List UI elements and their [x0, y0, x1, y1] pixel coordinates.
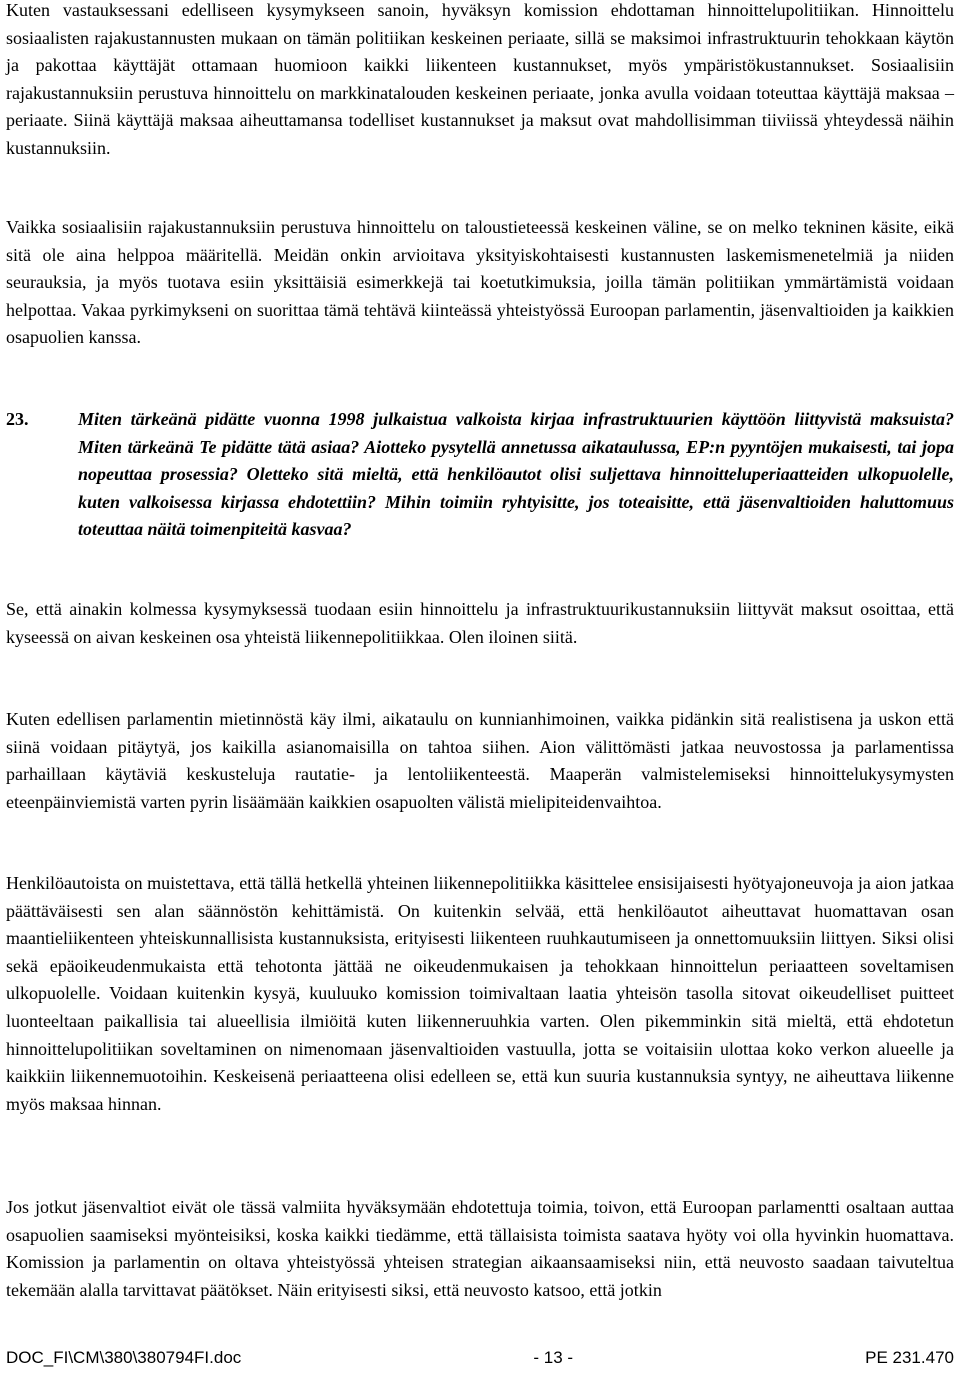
footer-pe-reference: PE 231.470 — [865, 1348, 954, 1367]
paragraph-6: Jos jotkut jäsenvaltiot eivät ole tässä valmiita hyväksymään ehdotettuja toimia, toivon, että Euroopan parlamentti osaltaan auttaa osapuolien saamiseksi myönteisiksi, koska kaikki tiedämme, että tällaisista toimista saatava hyöty voi olla hyvinkin huomattava. Komission ja parlamentin on oltava yhteistyössä yhteisen strategian aikaansaamiseksi niin, että neuvosto saadaan taivuteltua tekemään alalla tarvittavat päätökset. Näin erityisesti siksi, että neuvosto katsoo, että jotkin — [6, 1197, 954, 1300]
paragraph-1: Kuten vastauksessani edelliseen kysymykseen sanoin, hyväksyn komission ehdottaman hinnoittelupolitiikan. Hinnoittelu sosiaalisten rajakustannusten mukaan on tämän politiikan keskeinen periaate, sillä se maksimoi infrastruktuurin tehokkaan käytön ja pakottaa käyttäjät ottamaan huomioon kaikki liikenteen kustannukset, myös ympäristökustannukset. Sosiaalisiin rajakustannuksiin perustuva hinnoittelu on markkinatalouden keskeinen periaate, jonka avulla voidaan toteuttaa käyttäjä maksaa –periaate. Siinä käyttäjä maksaa aiheuttamansa todelliset kustannukset ja maksut ovat mahdollisimman tiiviissä yhteydessä näihin kustannuksiin. — [6, 0, 954, 158]
question-text: Miten tärkeänä pidätte vuonna 1998 julkaistua valkoista kirjaa infrastruktuurien käyttöön liittyvistä maksuista? Miten tärkeänä Te pidätte tätä asiaa? Aiotteko pysytellä annetussa aikataulussa, EP:n pyyntöjen mukaisesti, tai jopa nopeuttaa prosessia? Oletteko sitä mieltä, että henkilöautot olisi suljettava hinnoitteluperiaatteiden ulkopuolelle, kuten valkoisessa kirjassa ehdotettiin? Mihin toimiin ryhtyisitte, jos toteaisitte, että jäsenvaltioiden haluttomuus toteuttaa näitä toimenpiteitä kasvaa? — [78, 409, 954, 540]
footer-page-number: - 13 - — [533, 1348, 574, 1367]
page-footer — [6, 1346, 954, 1370]
question-number: 23. — [6, 409, 29, 429]
paragraph-5: Henkilöautoista on muistettava, että tällä hetkellä yhteinen liikennepolitiikka käsittelee ensisijaisesti hyötyajoneuvoja ja aion jatkaa päättäväisesti sen alan säännöstön kehittämistä. On kuitenkin selvää, että henkilöautot aiheuttavat huomattavan osan maantieliikenteen yhteiskunnallisista kustannuksista, erityisesti liikenteen ruuhkautumiseen ja onnettomuuksiin liittyen. Siksi olisi sekä epäoikeudenmukaista että tehotonta jättää ne oikeudenmukaisen ja tehokkaan hinnoittelun periaatteen soveltamisen ulkopuolelle. Voidaan kuitenkin kysyä, kuuluuko komission toimivaltaan laatia yhteisön tasolla sitovat oikeudelliset puitteet luonteeltaan paikallisia tai alueellisia ilmiöitä kuten liikenneruuhkia varten. Olen pikemminkin sitä mieltä, että ehdotetun hinnoittelupolitiikan soveltaminen on nimenomaan jäsenvaltioiden vastuulla, jotta se voitaisiin ulottaa koko verkon alueelle ja kaikkiin liikennemuotoihin. Keskeisenä periaatteena olisi edelleen se, että kun suuria kustannuksia syntyy, ne aiheuttava liikenne myös maksaa hinnan. — [6, 873, 954, 1114]
footer-doc-reference: DOC_FI\CM\380\380794FI.doc — [6, 1348, 242, 1367]
paragraph-4: Kuten edellisen parlamentin mietinnöstä käy ilmi, aikataulu on kunnianhimoinen, vaikka pidänkin sitä realistisena ja uskon että siinä voidaan pitäytyä, jos kaikilla asianomaisilla on tahtoa siihen. Aion välittömästi jatkaa neuvostossa ja parlamentissa parhaillaan käytäviä keskusteluja rautatie- ja lentoliikenteestä. Maaperän valmistelemiseksi hinnoittelukysymysten eteenpäinviemistä varten pyrin lisäämään kaikkien osapuolten välistä mielipiteidenvaihtoa. — [6, 709, 954, 812]
paragraph-3: Se, että ainakin kolmessa kysymyksessä tuodaan esiin hinnoittelu ja infrastruktuurikustannuksiin liittyvät maksut osoittaa, että kyseessä on aivan keskeinen osa yhteistä liikennepolitiikkaa. Olen iloinen siitä. — [6, 599, 954, 647]
question-block — [6, 406, 954, 544]
paragraph-2: Vaikka sosiaalisiin rajakustannuksiin perustuva hinnoittelu on taloustieteessä keskeinen väline, se on melko tekninen käsite, eikä sitä ole aina helppoa määritellä. Meidän onkin arvioitava yksityiskohtaisesti kustannusten laskemismenetelmiä ja niiden seurauksia, ja myös tuotava esiin yksittäisiä esimerkkejä tai koetutkimuksia, joilla tämän politiikan ymmärtämistä voidaan helpottaa. Vakaa pyrkimykseni on suorittaa tämä tehtävä kiinteässä yhteistyössä Euroopan parlamentin, jäsenvaltioiden ja kaikkien osapuolien kanssa. — [6, 217, 954, 348]
